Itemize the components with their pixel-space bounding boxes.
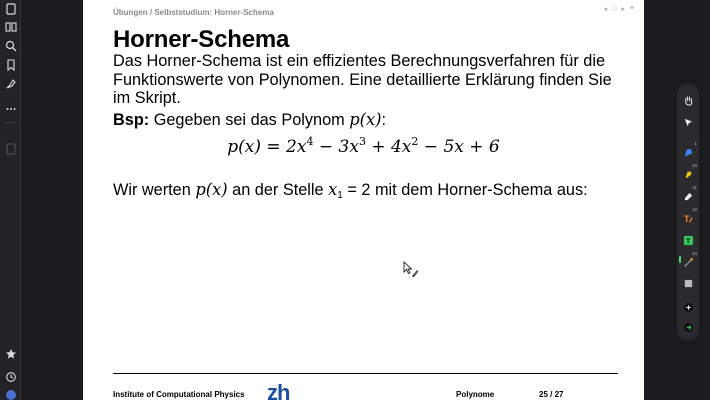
pen-tool-icon[interactable] [680,141,697,160]
search-icon[interactable] [2,37,19,54]
eval-text-post: = 2 mit dem Horner-Schema aus: [342,181,588,199]
next-arrow-icon[interactable]: ▸ [621,6,625,13]
bookmark-icon[interactable] [2,56,19,73]
svg-text:T: T [683,213,690,224]
example-text: Gegeben sei das Polynom [149,111,350,129]
footer-institute: Institute of Computational Physics [113,390,245,399]
exponent-2: 2 [411,135,419,148]
eval-text-pre: Wir werten [113,181,196,199]
formula-lhs: p(x) = 2x [227,137,307,157]
page-icon[interactable] [2,140,19,157]
formula-term4: − 5x + 6 [418,137,500,157]
formula-term2: − 3x [313,137,359,157]
example-line [113,110,386,130]
footer-section: Polynome [456,390,495,399]
more-icon[interactable] [2,100,19,117]
slide-page [83,0,644,400]
laser-pointer-icon[interactable] [680,251,697,270]
exponent-4: 4 [306,135,314,148]
evaluation-line [113,180,588,201]
eval-text-mid: an der Stelle [227,181,329,199]
footer-page-number: 25 / 27 [539,390,564,399]
text-tool-count: 12 [691,207,697,212]
text-box-tool-icon[interactable] [680,232,696,248]
star-icon[interactable] [2,345,19,362]
slide-title: Horner-Schema [113,26,290,53]
eval-function: p(x) [195,180,228,199]
svg-text:T: T [685,236,690,246]
mouse-cursor-icon [403,261,421,279]
add-page-icon[interactable] [680,299,696,315]
hand-tool-icon[interactable] [680,92,696,108]
select-arrow-icon[interactable] [680,114,696,130]
example-colon: : [381,111,387,129]
prev-arrow-icon[interactable]: ◂ [603,6,608,13]
sidebar-divider [4,122,17,123]
zhaw-logo: zh [267,380,290,400]
exponent-3: 3 [358,135,366,148]
laser-count: 24 [691,251,697,256]
footer-divider [113,373,618,374]
polynomial-variable: p(x) [349,110,382,129]
library-icon[interactable] [2,18,19,35]
shape-tool-icon[interactable] [680,275,696,291]
highlighter-count: 10 [691,163,697,168]
document-icon[interactable] [2,0,19,17]
eraser-count: 11 [692,185,697,190]
polynomial-formula [83,135,644,157]
eraser-tool-icon[interactable] [680,185,697,204]
history-icon[interactable] [2,368,19,385]
highlighter-tool-icon[interactable] [680,163,697,182]
intro-text: Das Horner-Schema ist ein effizientes Berechnungsverfahren für die Funktionswerte von Polynomen. Eine detaillierte Erklärung finden Sie im Skript. [113,52,612,107]
account-icon[interactable] [2,386,19,400]
pen-count: 1 [694,141,697,146]
frame-icon[interactable]: □ [612,5,617,12]
slide-nav-controls[interactable] [604,5,634,13]
annotation-toolbar [677,84,699,340]
eval-variable: x [328,180,338,199]
eval-subscript: 1 [337,190,343,201]
example-label: Bsp: [113,111,150,129]
exit-annotation-icon[interactable] [680,319,696,335]
text-tool-orange-icon[interactable] [680,207,697,226]
formula-term3: + 4x [365,137,412,157]
breadcrumb: Übungen / Selbststudium: Horner-Schema [113,8,274,17]
menu-icon[interactable]: ≡ [629,5,634,12]
highlighter-icon[interactable] [2,75,19,92]
left-sidebar [0,0,21,400]
